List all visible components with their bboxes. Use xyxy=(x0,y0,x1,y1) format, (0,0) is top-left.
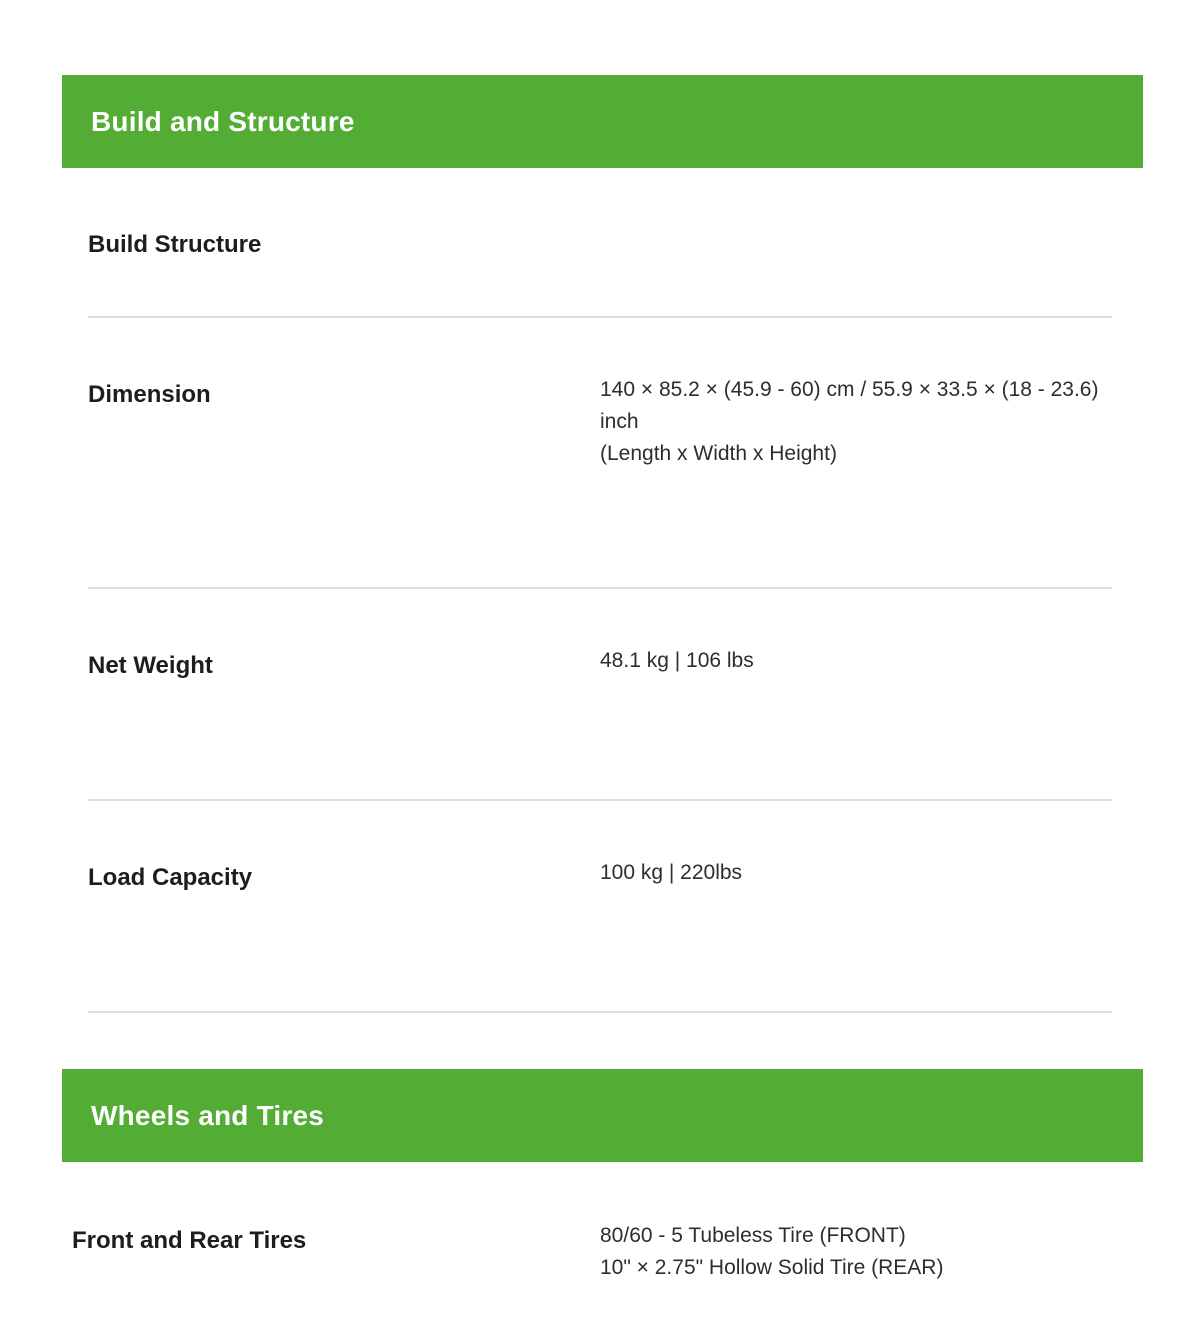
spec-value-line: (Length x Width x Height) xyxy=(600,442,837,465)
section-build-and-structure xyxy=(0,75,1200,1013)
section-header-bar xyxy=(62,75,1143,168)
spec-label: Load Capacity xyxy=(88,864,253,891)
spec-row-dimension xyxy=(88,318,1200,530)
spec-value-line: 100 kg | 220lbs xyxy=(600,861,743,884)
spec-label: Dimension xyxy=(88,381,211,408)
spec-value xyxy=(600,374,1112,470)
section-header-title: Wheels and Tires xyxy=(91,1099,324,1131)
divider xyxy=(88,1011,1112,1013)
spec-row-net-weight xyxy=(88,589,1200,742)
section-wheels-and-tires xyxy=(0,1069,1200,1344)
spec-value xyxy=(600,645,1112,682)
spec-value xyxy=(600,1220,1112,1284)
section-header-title: Build and Structure xyxy=(91,105,355,137)
spec-label: Front and Rear Tires xyxy=(72,1227,307,1254)
spec-value-line: 10" × 2.75" Hollow Solid Tire (REAR) xyxy=(600,1256,944,1279)
spec-value-line: 140 × 85.2 × (45.9 - 60) cm / 55.9 × 33.5 × (18 - 23.6) inch xyxy=(600,378,1099,433)
spec-value-line: 48.1 kg | 106 lbs xyxy=(600,649,754,672)
subsection-title: Build Structure xyxy=(88,231,262,258)
spec-value xyxy=(600,857,1112,894)
spec-label: Net Weight xyxy=(88,652,213,679)
spec-row-load-capacity xyxy=(88,801,1200,954)
section-header-bar xyxy=(62,1069,1143,1162)
spec-row-front-rear-tires xyxy=(72,1162,1200,1344)
spec-value-line: 80/60 - 5 Tubeless Tire (FRONT) xyxy=(600,1224,906,1247)
